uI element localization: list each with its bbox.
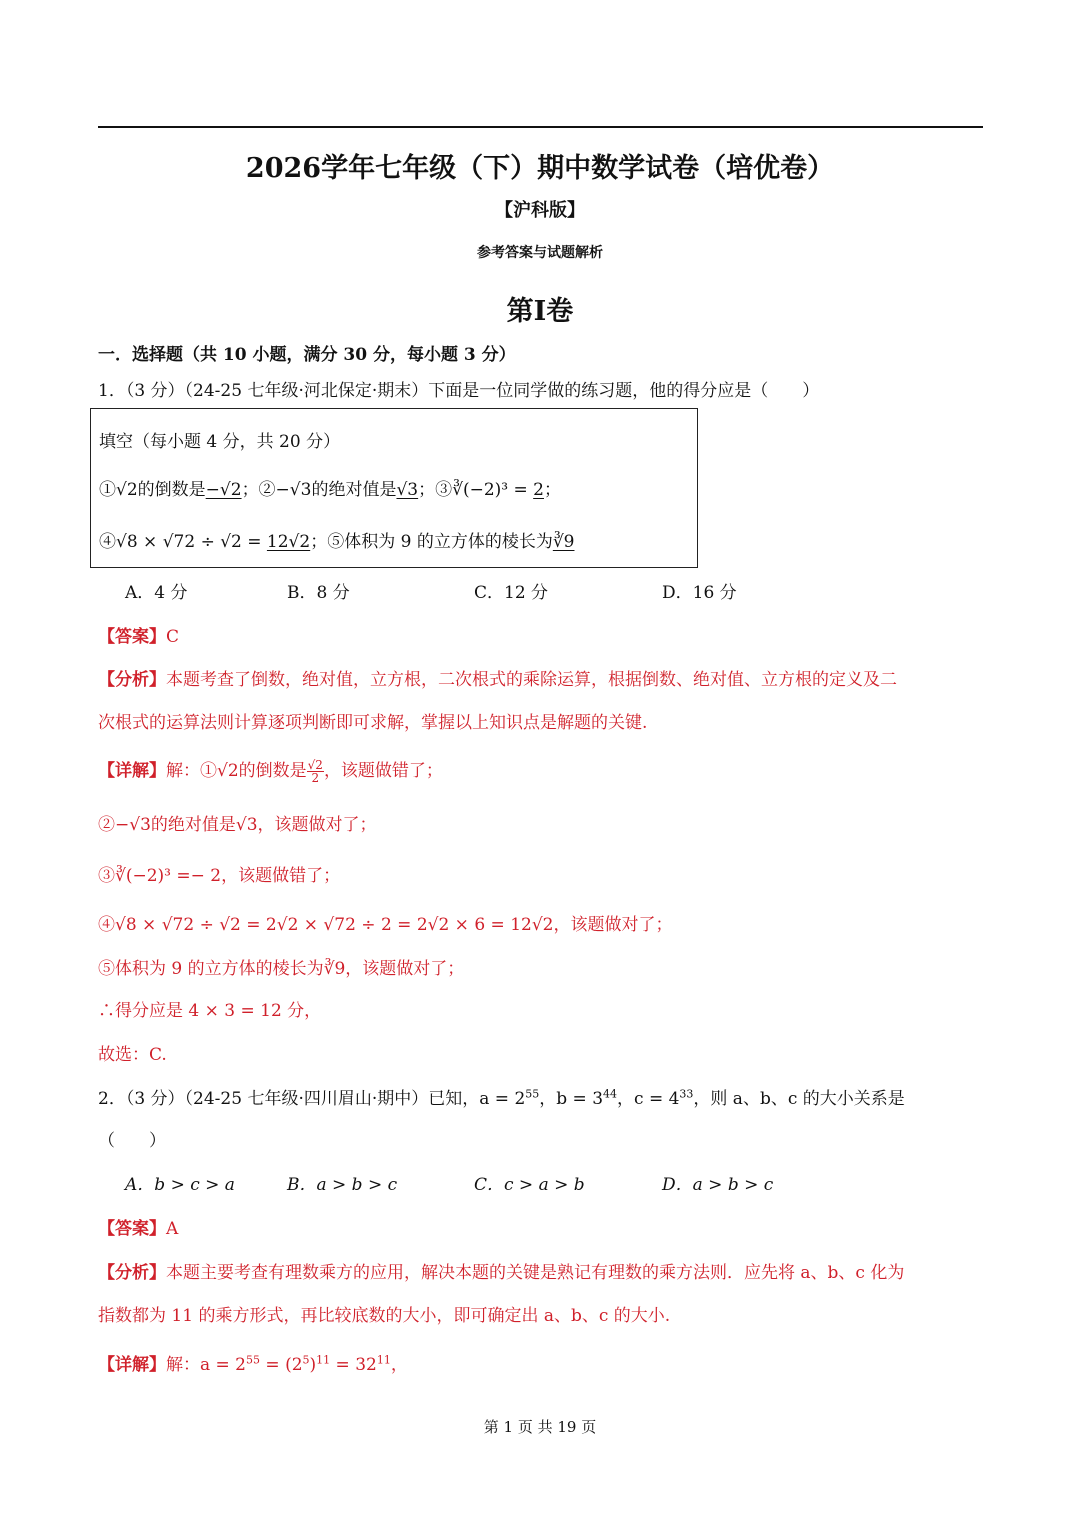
exponent: 55 [525, 1087, 540, 1101]
page-footer: 第 1 页 共 19 页 [483, 1418, 597, 1436]
box-line-2 [99, 475, 561, 500]
box-line-3 [99, 527, 574, 552]
q1-option-b: B．8 分 [287, 583, 350, 603]
q1-analysis-line-1 [98, 665, 897, 690]
q1-detail-line-5: ⑤体积为 9 的立方体的棱长为∛9，该题做对了； [98, 959, 465, 979]
detail-text-end: ，该题做错了； [323, 761, 443, 781]
q1-detail-line-7: 故选：C. [98, 1045, 167, 1065]
fraction [307, 759, 324, 784]
answer-value: C [166, 627, 180, 647]
box-item-2: ；②−√3的绝对值是 [241, 480, 397, 500]
page-title: 2026学年七年级（下）期中数学试卷（培优卷） [245, 153, 835, 184]
q2-option-d: D．a > b > c [662, 1175, 774, 1195]
q2-analysis-line-1 [98, 1258, 904, 1283]
q2-analysis-line-2: 指数都为 11 的乘方形式，再比较底数的大小，即可确定出 a、b、c 的大小. [98, 1306, 671, 1326]
q1-analysis-line-2: 次根式的运算法则计算逐项判断即可求解，掌握以上知识点是解题的关键. [98, 713, 648, 733]
section-heading: 一．选择题（共 10 小题，满分 30 分，每小题 3 分） [98, 345, 516, 365]
box-line-2-end: ； [543, 480, 561, 500]
detail-part: ， [390, 1355, 408, 1375]
box-item-5: ；⑤体积为 9 的立方体的棱长为 [310, 532, 553, 552]
box-item-4: ④√8 × √72 ÷ √2 = [99, 532, 267, 552]
q2-answer [98, 1214, 178, 1239]
q1-detail-line-4: ④√8 × √72 ÷ √2 = 2√2 × √72 ÷ 2 = 2√2 × 6 = 12√2，该题做对了； [98, 915, 673, 935]
exponent: 44 [603, 1087, 618, 1101]
analysis-text: 本题考查了倒数，绝对值，立方根，二次根式的乘除运算，根据倒数、绝对值、立方根的定义及二 [166, 670, 897, 690]
q1-detail-line-3: ③∛(−2)³ =− 2，该题做错了； [98, 866, 341, 886]
box-item-3: ；③∛(−2)³ = [418, 480, 534, 500]
q2-option-a: A．b > c > a [125, 1175, 235, 1195]
q2-stem-part: ，c = 4 [617, 1089, 680, 1109]
detail-text: 解：①√2的倒数是 [166, 761, 307, 781]
detail-label: 【详解】 [98, 761, 166, 781]
q1-option-d: D．16 分 [662, 583, 737, 603]
q2-stem-part: ，则 a、b、c 的大小关系是 [693, 1089, 905, 1109]
question-1-stem: 1．（3 分）（24-25 七年级·河北保定·期末）下面是一位同学做的练习题，他的得分应是（ ） [98, 381, 820, 401]
exponent: 5 [302, 1353, 310, 1367]
volume-heading: 第Ⅰ卷 [506, 296, 574, 327]
q2-option-b: B．a > b > c [287, 1175, 398, 1195]
answer-label: 【答案】 [98, 1219, 166, 1239]
analysis-label: 【分析】 [98, 670, 166, 690]
detail-label: 【详解】 [98, 1355, 166, 1375]
subtitle: 参考答案与试题解析 [477, 245, 603, 261]
detail-part: ) [309, 1355, 317, 1375]
exponent: 55 [246, 1353, 261, 1367]
q2-option-c: C．c > a > b [474, 1175, 585, 1195]
edition-label: 【沪科版】 [495, 200, 585, 221]
detail-part: 解：a = 2 [166, 1355, 247, 1375]
q1-answer [98, 622, 179, 647]
q2-stem-part: ，b = 3 [539, 1089, 604, 1109]
box-answer-4: 12√2 [266, 532, 311, 552]
box-answer-2: √3 [396, 480, 419, 500]
fraction-numerator: √2 [307, 758, 323, 772]
header-rule [98, 126, 983, 128]
detail-part: = 32 [330, 1355, 377, 1375]
question-2-stem [98, 1084, 905, 1109]
q1-detail-line-1 [98, 756, 443, 784]
exercise-box [90, 408, 698, 568]
box-line-1: 填空（每小题 4 分，共 20 分） [99, 432, 341, 452]
fraction-denominator: 2 [311, 771, 320, 785]
q2-stem-part: 2．（3 分）（24-25 七年级·四川眉山·期中）已知，a = 2 [98, 1089, 526, 1109]
q1-detail-line-6: ∴得分应是 4 × 3 = 12 分， [98, 1001, 322, 1021]
q2-detail-line-1 [98, 1350, 408, 1375]
answer-value: A [166, 1219, 179, 1239]
q1-option-a: A．4 分 [125, 583, 188, 603]
analysis-label: 【分析】 [98, 1263, 166, 1283]
analysis-text: 本题主要考查有理数乘方的应用，解决本题的关键是熟记有理数的乘方法则．应先将 a、b、c 化为 [166, 1263, 905, 1283]
box-item-1: ①√2的倒数是 [99, 480, 206, 500]
detail-part: = (2 [260, 1355, 303, 1375]
box-answer-3: 2 [533, 480, 544, 500]
box-answer-5: ∛9 [552, 532, 575, 552]
box-answer-1: −√2 [205, 480, 242, 500]
exponent: 11 [316, 1353, 331, 1367]
question-2-paren: （ ） [98, 1131, 166, 1151]
q1-option-c: C．12 分 [474, 583, 549, 603]
answer-label: 【答案】 [98, 627, 166, 647]
q1-detail-line-2: ②−√3的绝对值是√3，该题做对了； [98, 815, 377, 835]
exponent: 33 [679, 1087, 694, 1101]
exponent: 11 [376, 1353, 391, 1367]
